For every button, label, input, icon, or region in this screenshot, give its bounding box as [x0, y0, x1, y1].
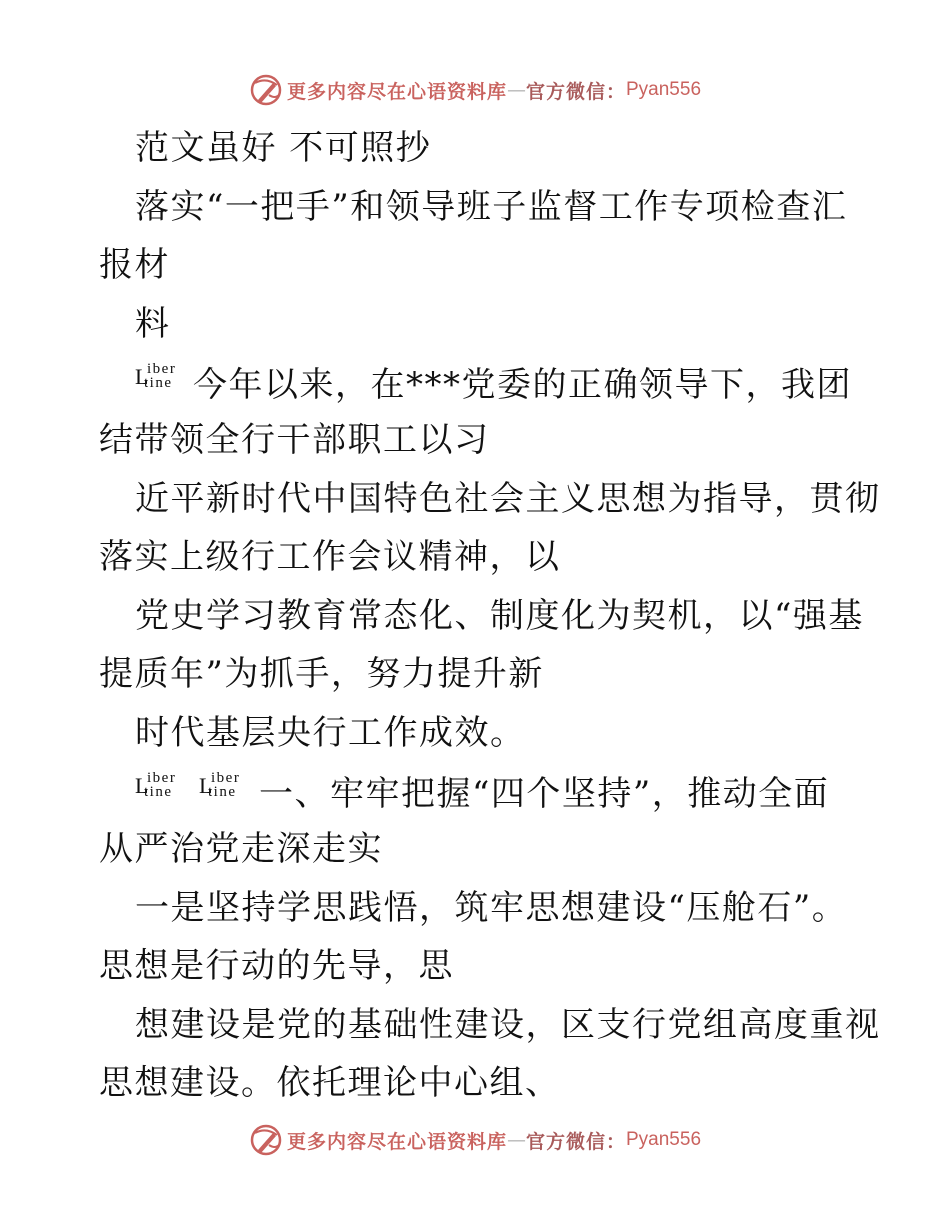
text-line-5 [135, 362, 852, 405]
text-line-3: 报材 [99, 245, 170, 285]
text-line-6: 结带领全行干部职工以习 [99, 420, 490, 460]
text-line-9: 党史学习教育常态化、制度化为契机，以“强基 [135, 596, 864, 636]
banner-brand-text: 更多内容尽在心语资料库 [286, 1130, 507, 1153]
text-line-13: 从严治党走深走实 [99, 829, 383, 869]
text-line-8: 落实上级行工作会议精神，以 [99, 537, 561, 577]
text-line-5-content: 今年以来，在***党委的正确领导下，我团 [193, 365, 852, 405]
text-line-11: 时代基层央行工作成效。 [135, 713, 526, 753]
ligature-glyph: L iber tine [199, 770, 241, 800]
banner-brand-text: 更多内容尽在心语资料库 [286, 80, 507, 103]
text-line-4: 料 [135, 304, 171, 344]
text-line-12 [135, 771, 829, 814]
footer-watermark-banner [0, 1120, 950, 1160]
pen-logo-icon [249, 73, 283, 107]
banner-wechat-id: Pyan556 [626, 1129, 702, 1150]
text-line-7: 近平新时代中国特色社会主义思想为指导，贯彻 [135, 479, 881, 519]
text-line-12-content: 一、牢牢把握“四个坚持”，推动全面 [259, 774, 830, 814]
banner-dash: — [506, 79, 526, 101]
text-line-15: 思想是行动的先导，思 [99, 946, 454, 986]
banner-official-label: 官方微信： [525, 1130, 626, 1153]
text-line-14: 一是坚持学思践悟，筑牢思想建设“压舱石”。 [135, 888, 848, 928]
text-line-2: 落实“一把手”和领导班子监督工作专项检查汇 [135, 187, 848, 227]
banner-official-label: 官方微信： [525, 80, 626, 103]
banner-dash: — [506, 1129, 526, 1151]
banner-wechat-id: Pyan556 [626, 79, 702, 100]
pen-logo-icon [249, 1123, 283, 1157]
text-line-16: 想建设是党的基础性建设，区支行党组高度重视 [135, 1005, 881, 1045]
ligature-glyph: L iber tine [135, 770, 177, 800]
header-watermark-banner [0, 70, 950, 110]
ligature-glyph: L iber tine [135, 361, 177, 391]
text-line-1: 范文虽好 不可照抄 [135, 128, 432, 168]
text-line-17: 思想建设。依托理论中心组、 [99, 1063, 561, 1103]
text-line-10: 提质年”为抓手，努力提升新 [99, 654, 544, 694]
